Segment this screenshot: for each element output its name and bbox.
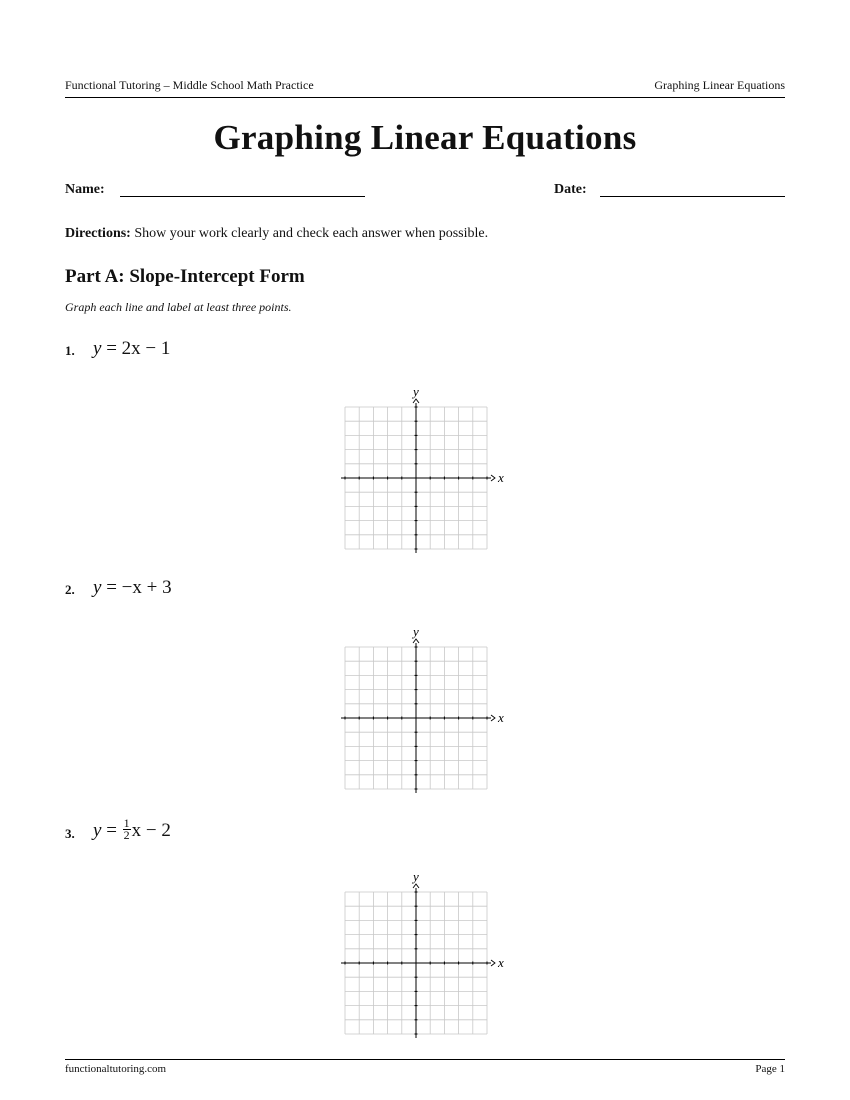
part-a-heading: Part A: Slope-Intercept Form <box>65 266 305 287</box>
date-field[interactable] <box>600 196 785 197</box>
problem-2-number: 2. <box>65 582 75 597</box>
page-title: Graphing Linear Equations <box>213 118 637 157</box>
y-axis-label: y <box>413 624 419 639</box>
y-axis-label: y <box>413 869 419 884</box>
y-axis-arrow-icon <box>413 399 419 403</box>
y-axis-arrow-icon <box>413 639 419 643</box>
problem-1-equation: y = 2x − 1 <box>93 338 171 359</box>
footer-left-text: functionaltutoring.com <box>65 1063 167 1075</box>
problem-1-rhs: 2x − 1 <box>121 338 171 359</box>
x-axis-label: x <box>498 955 504 970</box>
problem-3-fraction <box>123 818 131 841</box>
coordinate-grid-1[interactable] <box>335 380 505 555</box>
y-axis-arrow-icon <box>413 884 419 888</box>
problem-2-rhs: −x + 3 <box>121 577 172 598</box>
problem-2-equation: y = −x + 3 <box>93 577 172 598</box>
x-axis-label: x <box>498 710 504 725</box>
problem-3-fraction-numerator: 1 <box>123 816 130 831</box>
problem-3-lhs: y <box>93 820 102 841</box>
problem-3-number: 3. <box>65 826 75 841</box>
footer-page-number: Page 1 <box>755 1063 785 1075</box>
part-a-instruction: Graph each line and label at least three points. <box>65 300 292 314</box>
directions-label: Directions: <box>65 226 131 241</box>
coordinate-grid-2[interactable] <box>335 620 505 795</box>
name-label: Name: <box>65 182 105 197</box>
problem-1-lhs: y <box>93 338 102 359</box>
header-right-text: Graphing Linear Equations <box>654 78 785 92</box>
directions <box>65 226 488 242</box>
directions-text: Show your work clearly and check each answer when possible. <box>134 226 489 241</box>
name-field[interactable] <box>120 196 365 197</box>
footer-rule <box>65 1059 785 1060</box>
date-label: Date: <box>554 182 587 197</box>
problem-1-number: 1. <box>65 343 75 358</box>
x-axis-arrow-icon <box>491 475 495 481</box>
problem-3-equation: y = $\frac{1}{2}$ x − 2 <box>93 816 171 843</box>
problem-3-fraction-denominator: 2 <box>123 828 130 843</box>
x-axis-label: x <box>498 470 504 485</box>
problem-2-lhs: y <box>93 577 102 598</box>
y-axis-label: y <box>413 384 419 399</box>
coordinate-grid-3[interactable] <box>335 865 505 1040</box>
header-rule <box>65 97 785 98</box>
problem-3-rhs: x − 2 <box>131 820 171 841</box>
x-axis-arrow-icon <box>491 715 495 721</box>
x-axis-arrow-icon <box>491 960 495 966</box>
header-left-text: Functional Tutoring – Middle School Math Practice <box>65 78 314 92</box>
